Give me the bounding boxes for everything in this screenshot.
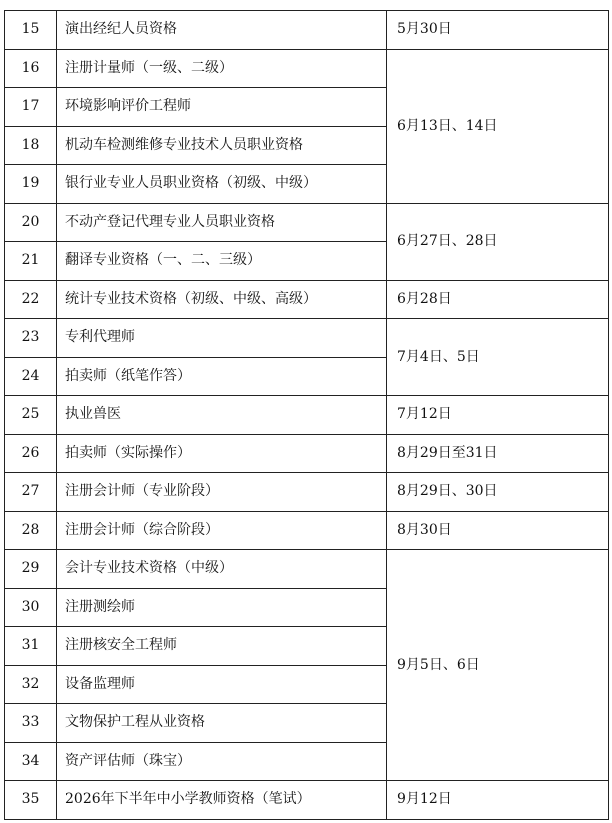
exam-date: 7月4日、5日 bbox=[387, 319, 609, 396]
row-number: 27 bbox=[5, 473, 57, 512]
exam-name: 注册会计师（综合阶段） bbox=[57, 511, 387, 550]
table-row bbox=[5, 396, 609, 435]
table-row bbox=[5, 319, 609, 358]
exam-name: 资产评估师（珠宝） bbox=[57, 742, 387, 781]
row-number: 17 bbox=[5, 88, 57, 127]
exam-name: 专利代理师 bbox=[57, 319, 387, 358]
row-number: 30 bbox=[5, 588, 57, 627]
exam-name: 注册测绘师 bbox=[57, 588, 387, 627]
row-number: 21 bbox=[5, 242, 57, 281]
table-row bbox=[5, 511, 609, 550]
table-row bbox=[5, 781, 609, 820]
row-number: 24 bbox=[5, 357, 57, 396]
table-row bbox=[5, 550, 609, 589]
row-number: 31 bbox=[5, 627, 57, 666]
exam-name: 翻译专业资格（一、二、三级） bbox=[57, 242, 387, 281]
exam-date: 6月27日、28日 bbox=[387, 203, 609, 280]
exam-date: 6月13日、14日 bbox=[387, 49, 609, 203]
row-number: 16 bbox=[5, 49, 57, 88]
row-number: 19 bbox=[5, 165, 57, 204]
table-row bbox=[5, 280, 609, 319]
table-row bbox=[5, 11, 609, 50]
exam-name: 机动车检测维修专业技术人员职业资格 bbox=[57, 126, 387, 165]
exam-name: 拍卖师（纸笔作答） bbox=[57, 357, 387, 396]
exam-name: 执业兽医 bbox=[57, 396, 387, 435]
exam-name: 拍卖师（实际操作） bbox=[57, 434, 387, 473]
row-number: 35 bbox=[5, 781, 57, 820]
exam-date: 8月29日、30日 bbox=[387, 473, 609, 512]
exam-name: 2026年下半年中小学教师资格（笔试） bbox=[57, 781, 387, 820]
table-row bbox=[5, 203, 609, 242]
exam-date: 7月12日 bbox=[387, 396, 609, 435]
exam-name: 注册核安全工程师 bbox=[57, 627, 387, 666]
exam-date: 9月5日、6日 bbox=[387, 550, 609, 781]
table-row bbox=[5, 473, 609, 512]
exam-name: 银行业专业人员职业资格（初级、中级） bbox=[57, 165, 387, 204]
row-number: 29 bbox=[5, 550, 57, 589]
row-number: 23 bbox=[5, 319, 57, 358]
row-number: 20 bbox=[5, 203, 57, 242]
row-number: 26 bbox=[5, 434, 57, 473]
row-number: 15 bbox=[5, 11, 57, 50]
exam-name: 环境影响评价工程师 bbox=[57, 88, 387, 127]
row-number: 28 bbox=[5, 511, 57, 550]
exam-name: 统计专业技术资格（初级、中级、高级） bbox=[57, 280, 387, 319]
exam-name: 不动产登记代理专业人员职业资格 bbox=[57, 203, 387, 242]
exam-date: 5月30日 bbox=[387, 11, 609, 50]
row-number: 18 bbox=[5, 126, 57, 165]
row-number: 34 bbox=[5, 742, 57, 781]
exam-schedule-table bbox=[4, 10, 609, 820]
exam-date: 9月12日 bbox=[387, 781, 609, 820]
exam-date: 6月28日 bbox=[387, 280, 609, 319]
exam-name: 会计专业技术资格（中级） bbox=[57, 550, 387, 589]
exam-date: 8月29日至31日 bbox=[387, 434, 609, 473]
exam-name: 注册会计师（专业阶段） bbox=[57, 473, 387, 512]
table-row bbox=[5, 434, 609, 473]
exam-date: 8月30日 bbox=[387, 511, 609, 550]
exam-name: 设备监理师 bbox=[57, 665, 387, 704]
exam-name: 注册计量师（一级、二级） bbox=[57, 49, 387, 88]
row-number: 25 bbox=[5, 396, 57, 435]
row-number: 32 bbox=[5, 665, 57, 704]
table-row bbox=[5, 49, 609, 88]
exam-name: 演出经纪人员资格 bbox=[57, 11, 387, 50]
exam-name: 文物保护工程从业资格 bbox=[57, 704, 387, 743]
row-number: 22 bbox=[5, 280, 57, 319]
row-number: 33 bbox=[5, 704, 57, 743]
